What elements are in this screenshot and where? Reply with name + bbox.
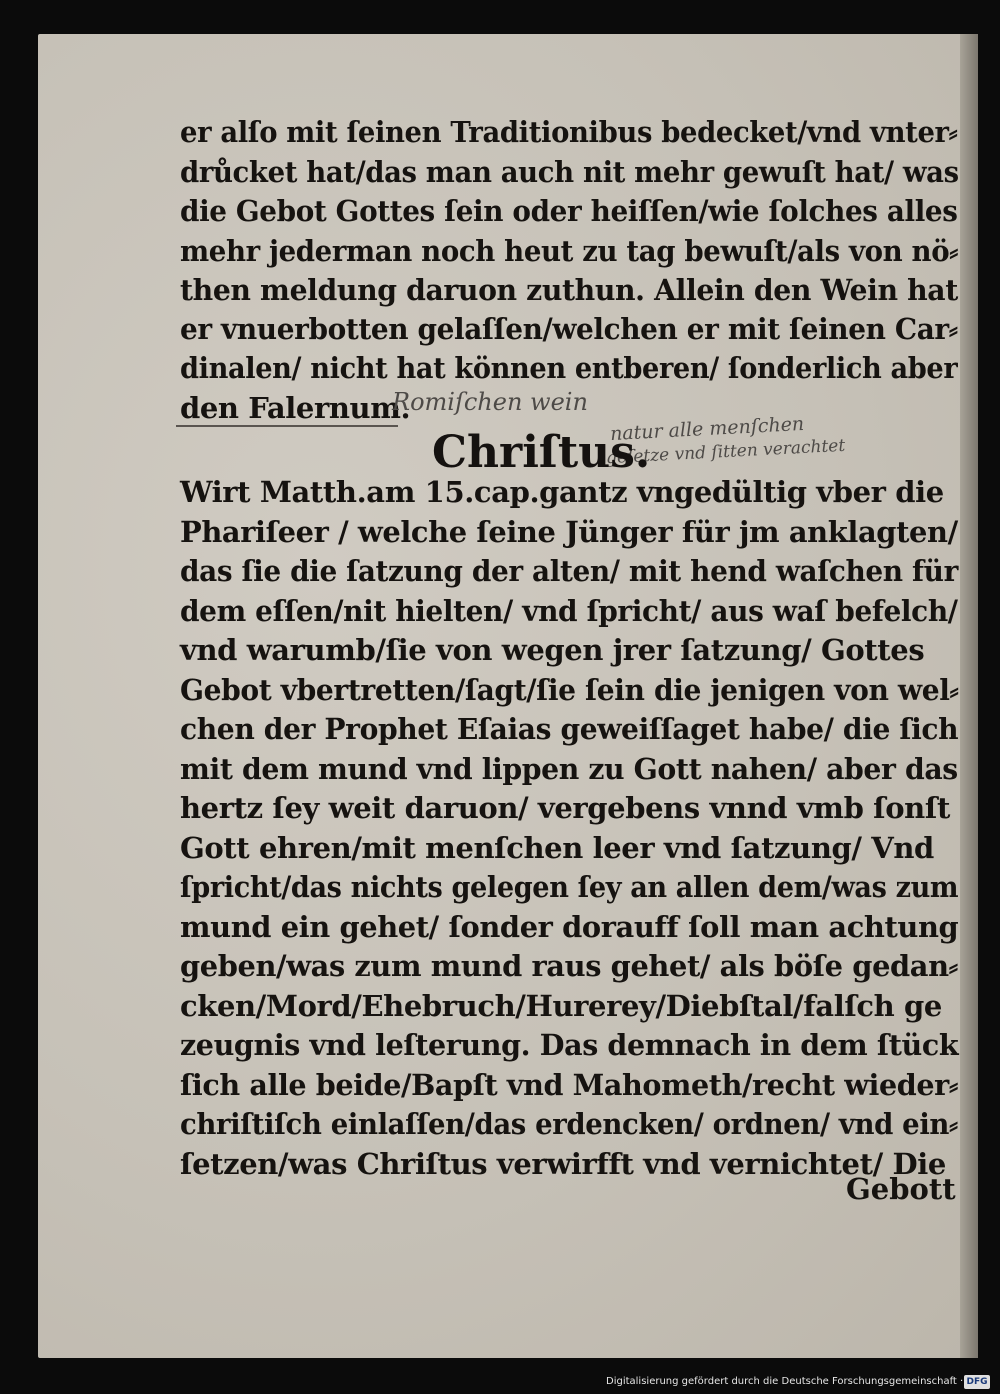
text-line: then meldung daruon zuthun. Allein den Wein hat — [180, 273, 958, 307]
text-line: drůcket hat/das man auch nit mehr gewuſt hat/ was — [180, 155, 959, 189]
text-line: mund ein gehet/ ſonder dorauff ſoll man achtung — [180, 910, 959, 944]
handwritten-annotation: geſetze vnd ſitten verachtet — [605, 435, 846, 469]
text-line: mehr jederman noch heut zu tag bewuſt/als von nö⸗ — [180, 234, 959, 268]
section-heading: Chriſtus. — [432, 427, 651, 478]
ink-underline — [176, 425, 398, 427]
text-line: hertz ſey weit daruon/ vergebens vnnd vmb ſonſt — [180, 791, 950, 825]
catchword: Gebott — [846, 1172, 956, 1206]
text-line: ſich alle beide/Bapſt vnd Mahometh/recht wieder⸗ — [180, 1068, 958, 1102]
text-line: die Gebot Gottes ſein oder heiſſen/wie ſolches alles — [180, 194, 958, 228]
text-line: chriſtiſch einlaſſen/das erdencken/ ordnen/ vnd ein⸗ — [180, 1107, 958, 1141]
text-line: zeugnis vnd leſterung. Das demnach in dem ſtück — [180, 1028, 959, 1062]
text-line: mit dem mund vnd lippen zu Gott nahen/ aber das — [180, 752, 958, 786]
text-line: dinalen/ nicht hat können entberen/ ſonderlich aber — [180, 351, 958, 385]
handwritten-annotation: Romiſchen wein — [392, 388, 588, 416]
text-line: den Falernum. — [180, 391, 411, 425]
text-line: vnd warumb/ſie von wegen jrer ſatzung/ Gottes — [180, 633, 925, 667]
handwritten-annotation: natur alle menſchen — [609, 412, 805, 446]
text-line: cken/Mord/Ehebruch/Hurerey/Diebſtal/falſch ge — [180, 989, 942, 1023]
text-line: er vnuerbotten gelaſſen/welchen er mit ſeinen Car⸗ — [180, 312, 958, 346]
text-line: Phariſeer / welche ſeine Jünger für jm anklagten/ — [180, 515, 958, 549]
page-edge — [960, 34, 978, 1358]
dfg-logo: DFG — [964, 1375, 990, 1389]
text-line: ſetzen/was Chriſtus verwirfft vnd vernichtet/ Die — [180, 1147, 946, 1181]
text-line: Wirt Matth.am 15.cap.gantz vngedültig vber die — [180, 475, 944, 509]
text-line: er alſo mit ſeinen Traditionibus bedecket/vnd vnter⸗ — [180, 115, 958, 149]
text-line: chen der Prophet Eſaias geweiſſaget habe/ die ſich — [180, 712, 959, 746]
text-line: das ſie die ſatzung der alten/ mit hend waſchen für — [180, 554, 958, 588]
text-line: Gebot vbertretten/ſagt/ſie ſein die jenigen von wel⸗ — [180, 673, 959, 707]
text-line: Gott ehren/mit menſchen leer vnd ſatzung/ Vnd — [180, 831, 934, 865]
text-line: ſpricht/das nichts gelegen ſey an allen dem/was zum — [180, 870, 959, 904]
footer-credit: Digitalisierung gefördert durch die Deutsche Forschungsgemeinschaft · — [606, 1376, 964, 1387]
text-line: geben/was zum mund raus gehet/ als böſe gedan⸗ — [180, 949, 958, 983]
text-line: dem eſſen/nit hielten/ vnd ſpricht/ aus waſ befelch/ — [180, 594, 958, 628]
